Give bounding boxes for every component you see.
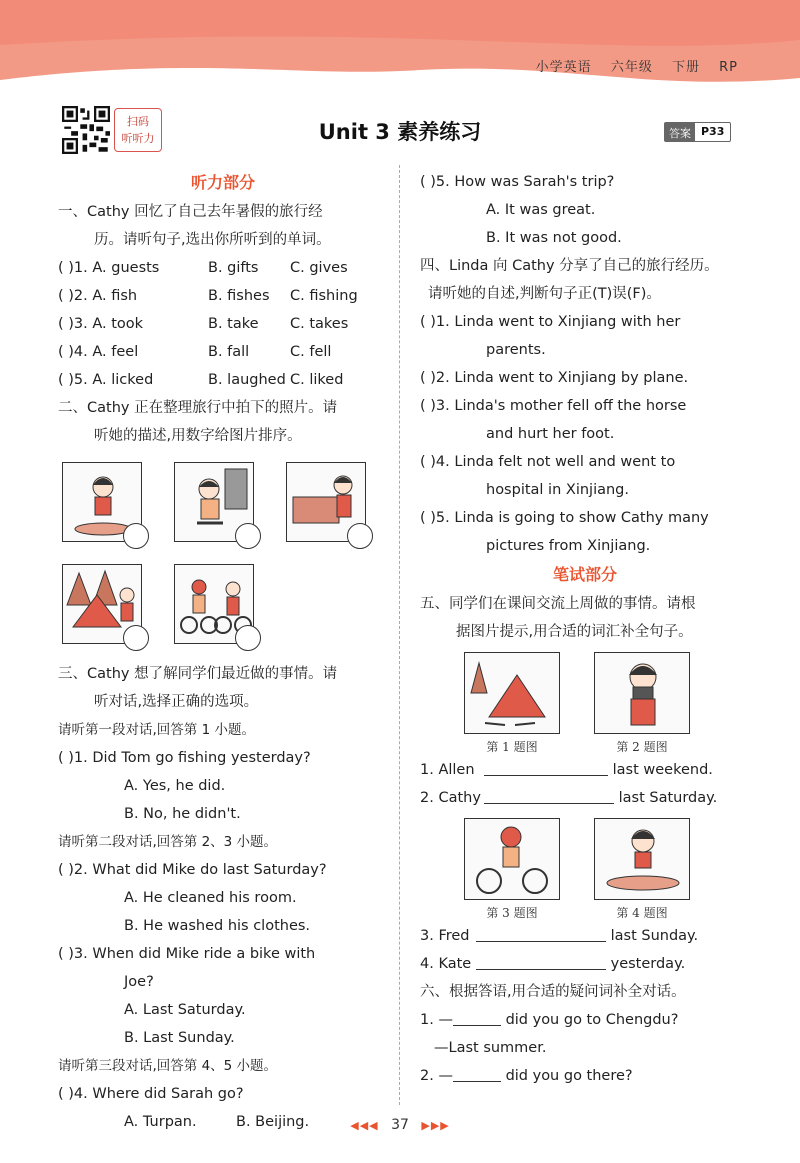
q1-item (58, 254, 388, 282)
question-4-instruction (420, 252, 750, 308)
header-meta (522, 56, 738, 75)
q5-s1-time: last weekend. (612, 762, 713, 778)
question-1-instruction (58, 198, 388, 254)
q5-s2-time: last Saturday. (618, 790, 718, 806)
q1-item (58, 310, 388, 338)
q4-item-5-cont: pictures from Xinjiang. (486, 538, 651, 554)
q4-item-3: ( )3. Linda's mother fell off the horse (420, 398, 687, 414)
q5-picture-2-photo (594, 652, 690, 734)
header-wave (0, 0, 800, 95)
q2-picture-girl-eating (62, 462, 142, 542)
q2-answer-circle[interactable] (123, 523, 149, 549)
q6-dialog-2 (420, 1062, 750, 1090)
q2-picture-bikes (174, 564, 254, 644)
q3-item-2-a: A. He cleaned his room. (124, 890, 297, 906)
q4-item-2: ( )2. Linda went to Xinjiang by plane. (420, 370, 689, 386)
q6-dialog-1-reply: —Last summer. (434, 1040, 547, 1056)
q1-item-b: B. fall (208, 344, 250, 360)
q5-s4-subject: 4. Kate (420, 956, 472, 972)
q2-picture-tent (62, 564, 142, 644)
q1-item-c: C. fishing (290, 288, 358, 304)
q3-item-4-a: A. Turpan. (124, 1114, 197, 1130)
left-column (58, 168, 388, 1136)
q3-item-2-b: B. He washed his clothes. (124, 918, 311, 934)
header-grade: 六年级 (610, 60, 653, 75)
scan-line2: 听听力 (121, 132, 155, 145)
q1-line2: 历。请听句子,选出你所听到的单词。 (94, 232, 331, 248)
q2-answer-circle[interactable] (347, 523, 373, 549)
q3-item-5-b: B. It was not good. (486, 230, 622, 246)
q3-item-5-a: A. It was great. (486, 202, 596, 218)
q3-item-4-b: B. Beijing. (236, 1114, 310, 1130)
q5-caption-2: 第 2 题图 (616, 740, 668, 754)
q5-s1-blank[interactable] (484, 758, 608, 776)
q5-picture-1-camping (464, 652, 560, 734)
q3-item-3-b: B. Last Sunday. (124, 1030, 235, 1046)
q6-d2-prefix: 2. — (420, 1068, 453, 1084)
q1-item-b: B. fishes (208, 288, 270, 304)
q4-item-1: ( )1. Linda went to Xinjiang with her (420, 314, 681, 330)
listening-heading: 听力部分 (190, 173, 255, 192)
column-divider (399, 165, 400, 1105)
header-edition: RP (719, 60, 738, 75)
q5-s2-blank[interactable] (484, 786, 614, 804)
writing-heading: 笔试部分 (552, 565, 617, 584)
answer-label: 答案 (665, 123, 695, 141)
q3-line2: 听对话,选择正确的选项。 (94, 694, 259, 710)
q5-sentence-4 (420, 950, 750, 978)
q1-item-a: ( )1. A. guests (58, 260, 160, 276)
q1-item (58, 282, 388, 310)
q2-picture-girl-box (286, 462, 366, 542)
q3-item-3: ( )3. When did Mike ride a bike with (58, 946, 316, 962)
q4-line1: 四、Linda 向 Cathy 分享了自己的旅行经历。 (420, 258, 719, 274)
scan-line1: 扫码 (127, 115, 149, 128)
q5-s4-time: yesterday. (610, 956, 686, 972)
q6-d1-question: did you go to Chengdu? (505, 1012, 679, 1028)
q5-picture-4-eating (594, 818, 690, 900)
q2-picture-boy-tired (174, 462, 254, 542)
q1-item-a: ( )2. A. fish (58, 288, 138, 304)
q2-line2: 听她的描述,用数字给图片排序。 (94, 428, 302, 444)
q2-picture-grid (58, 454, 388, 654)
q6-d2-blank[interactable] (453, 1064, 501, 1082)
q5-s1-subject: 1. Allen (420, 762, 475, 778)
q4-line2: 请听她的自述,判断句子正(T)误(F)。 (428, 286, 661, 302)
q3-part2: 请听第二段对话,回答第 2、3 小题。 (58, 834, 278, 850)
answer-page: P33 (701, 125, 725, 138)
left-arrows-icon: ◀◀◀ (350, 1119, 379, 1132)
q1-item-a: ( )3. A. took (58, 316, 144, 332)
q3-line1: 三、Cathy 想了解同学们最近做的事情。请 (58, 666, 338, 682)
q3-item-1: ( )1. Did Tom go fishing yesterday? (58, 750, 311, 766)
q6-d2-question: did you go there? (505, 1068, 633, 1084)
q5-s3-blank[interactable] (476, 924, 606, 942)
q1-item-b: B. gifts (208, 260, 259, 276)
q2-answer-circle[interactable] (235, 625, 261, 651)
q3-item-4: ( )4. Where did Sarah go? (58, 1086, 244, 1102)
q1-item-c: C. gives (290, 260, 348, 276)
q4-item-4: ( )4. Linda felt not well and went to (420, 454, 676, 470)
header-subject: 小学英语 (535, 60, 592, 75)
q5-pictures-row1 (420, 652, 750, 756)
q6-dialog-1 (420, 1006, 750, 1034)
page-number: 37 (391, 1117, 409, 1133)
q5-pictures-row2 (420, 818, 750, 922)
q1-item-a: ( )4. A. feel (58, 344, 139, 360)
q1-item-b: B. laughed (208, 372, 286, 388)
q4-item-3-cont: and hurt her foot. (486, 426, 615, 442)
question-2-instruction (58, 394, 388, 450)
q1-item-c: C. liked (290, 372, 344, 388)
q6-d1-blank[interactable] (453, 1008, 501, 1026)
page-title: Unit 3 素养练习 (318, 120, 482, 144)
q5-caption-1: 第 1 题图 (486, 740, 538, 754)
q5-line2: 据图片提示,用合适的词汇补全句子。 (456, 624, 693, 640)
q3-part3: 请听第三段对话,回答第 4、5 小题。 (58, 1058, 278, 1074)
q2-answer-circle[interactable] (235, 523, 261, 549)
q5-s3-time: last Sunday. (610, 928, 699, 944)
q4-item-1-cont: parents. (486, 342, 546, 358)
q3-item-3-cont: Joe? (124, 974, 154, 990)
q3-item-5: ( )5. How was Sarah's trip? (420, 174, 615, 190)
q5-s4-blank[interactable] (476, 952, 606, 970)
boy-bike-illustration (465, 819, 561, 901)
q1-line1: 一、Cathy 回忆了自己去年暑假的旅行经 (58, 204, 323, 220)
question-3-instruction (58, 660, 388, 716)
q5-s3-subject: 3. Fred (420, 928, 470, 944)
q1-item (58, 338, 388, 366)
q5-s2-subject: 2. Cathy (420, 790, 481, 806)
girl-food-illustration (595, 819, 691, 901)
q1-item-b: B. take (208, 316, 259, 332)
q5-picture-3-bike (464, 818, 560, 900)
camping-tent-illustration (465, 653, 561, 735)
q1-item-a: ( )5. A. licked (58, 372, 154, 388)
right-column (420, 168, 750, 1090)
q3-part1: 请听第一段对话,回答第 1 小题。 (58, 722, 255, 738)
q1-item-c: C. fell (290, 344, 332, 360)
q3-item-2: ( )2. What did Mike do last Saturday? (58, 862, 327, 878)
q1-item-c: C. takes (290, 316, 349, 332)
q5-sentence-1 (420, 756, 750, 784)
q6-d1-prefix: 1. — (420, 1012, 453, 1028)
right-arrows-icon: ▶▶▶ (421, 1119, 450, 1132)
answer-reference (664, 122, 731, 142)
header-volume: 下册 (671, 60, 700, 75)
q5-caption-4: 第 4 题图 (616, 906, 668, 920)
question-6-instruction: 六、根据答语,用合适的疑问词补全对话。 (420, 984, 686, 1000)
q3-item-1-b: B. No, he didn't. (124, 806, 241, 822)
q5-caption-3: 第 3 题图 (486, 906, 538, 920)
q1-item (58, 366, 388, 394)
q4-item-5: ( )5. Linda is going to show Cathy many (420, 510, 709, 526)
q2-answer-circle[interactable] (123, 625, 149, 651)
q4-item-4-cont: hospital in Xinjiang. (486, 482, 629, 498)
q3-item-1-a: A. Yes, he did. (124, 778, 226, 794)
page-footer (0, 1117, 800, 1133)
q5-line1: 五、同学们在课间交流上周做的事情。请根 (420, 596, 696, 612)
girl-camera-illustration (595, 653, 691, 735)
question-5-instruction (420, 590, 750, 646)
q5-sentence-3 (420, 922, 750, 950)
header-band (0, 0, 800, 95)
q5-sentence-2 (420, 784, 750, 812)
q2-line1: 二、Cathy 正在整理旅行中拍下的照片。请 (58, 400, 338, 416)
q3-item-3-a: A. Last Saturday. (124, 1002, 246, 1018)
